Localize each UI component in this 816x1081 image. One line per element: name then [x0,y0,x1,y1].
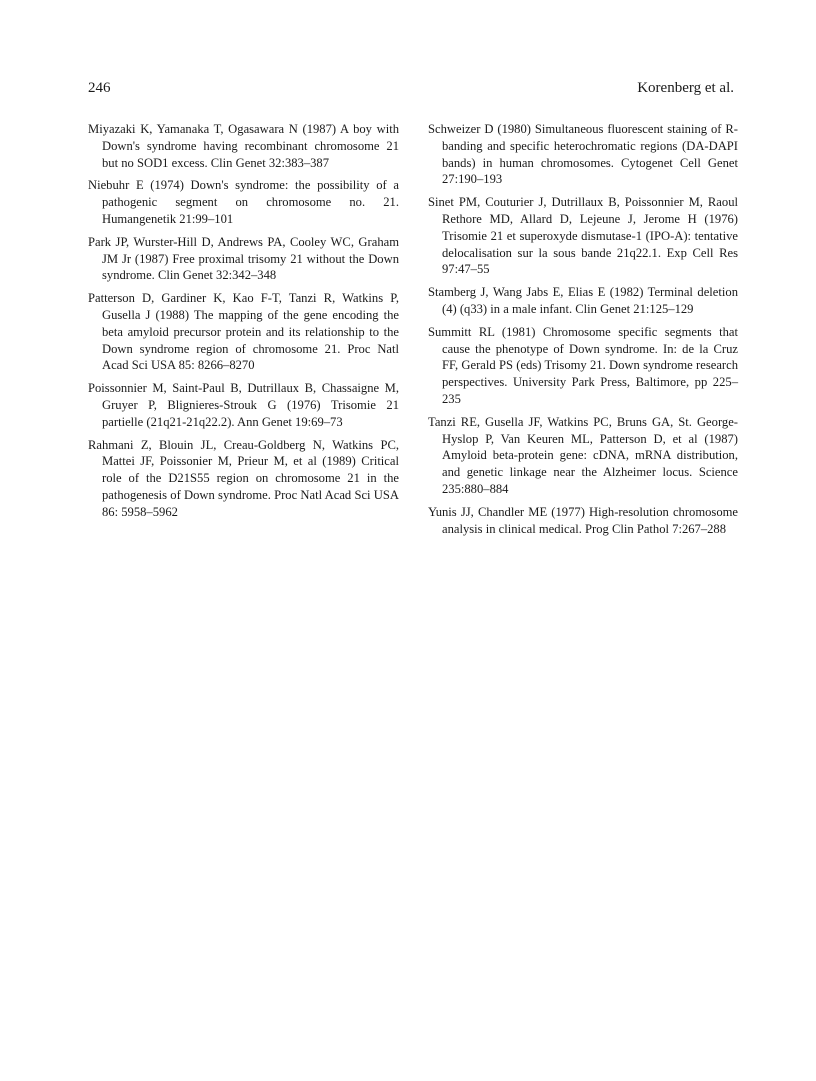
references-column-right [428,121,738,543]
page-header [88,80,734,104]
page-number: 246 [88,80,111,96]
reference-item: Niebuhr E (1974) Down's syndrome: the possibility of a pathogenic segment on chromosome no. 21. Humangenetik 21:99–101 [88,178,399,226]
reference-item: Poissonnier M, Saint-Paul B, Dutrillaux B, Chassaigne M, Gruyer P, Blignieres-Strouk G (1976) Trisomie 21 partielle (21q21-21q22.2). Ann Genet 19:69–73 [88,381,399,429]
reference-item: Yunis JJ, Chandler ME (1977) High-resolution chromosome analysis in clinical medical. Prog Clin Pathol 7:267–288 [428,504,738,536]
reference-item: Park JP, Wurster-Hill D, Andrews PA, Cooley WC, Graham JM Jr (1987) Free proximal trisomy 21 without the Down syndrome. Clin Genet 32:342–348 [88,234,399,283]
reference-item: Rahmani Z, Blouin JL, Creau-Goldberg N, Watkins PC, Mattei JF, Poissonier M, Prieur M, et al (1989) Critical role of the D21S55 region on chromosome 21 in the pathogenesis of Down syndrome. Proc Natl Acad Sci USA 86: 5958–5962 [88,437,399,519]
reference-item: Schweizer D (1980) Simultaneous fluorescent staining of R-banding and specific heterochromatic regions (DA-DAPI bands) in human chromosomes. Cytogenet Cell Genet 27:190–193 [428,122,738,187]
reference-item: Stamberg J, Wang Jabs E, Elias E (1982) Terminal deletion (4) (q33) in a male infant. Clin Genet 21:125–129 [428,285,738,316]
reference-item: Sinet PM, Couturier J, Dutrillaux B, Poissonnier M, Raoul Rethore MD, Allard D, Lejeune J, Jerome H (1976) Trisomie 21 et superoxyde dismutase-1 (IPO-A): tentative delocalisation sur la sous bande 21q22.1. Exp Cell Res 97:47–55 [428,195,738,277]
running-head: Korenberg et al. [637,80,734,96]
reference-item: Miyazaki K, Yamanaka T, Ogasawara N (1987) A boy with Down's syndrome having recombinant chromosome 21 but no SOD1 excess. Clin Genet 32:383–387 [88,122,399,170]
references-column-left [88,121,399,527]
reference-item: Summitt RL (1981) Chromosome specific segments that cause the phenotype of Down syndrome. In: de la Cruz FF, Gerald PS (eds) Trisomy 21. Down syndrome research perspectives. University Park Press, Baltimore, pp 225–235 [428,324,738,406]
reference-item: Tanzi RE, Gusella JF, Watkins PC, Bruns GA, St. George-Hyslop P, Van Keuren ML, Patterson D, et al (1987) Amyloid beta-protein gene: cDNA, mRNA distribution, and genetic linkage near the Alzheimer locus. Science 235:880–884 [428,414,738,496]
reference-item: Patterson D, Gardiner K, Kao F-T, Tanzi R, Watkins P, Gusella J (1988) The mapping of the gene encoding the beta amyloid precursor protein and its relationship to the Down syndrome region of chromosome 21. Proc Natl Acad Sci USA 85: 8266–8270 [88,291,399,373]
